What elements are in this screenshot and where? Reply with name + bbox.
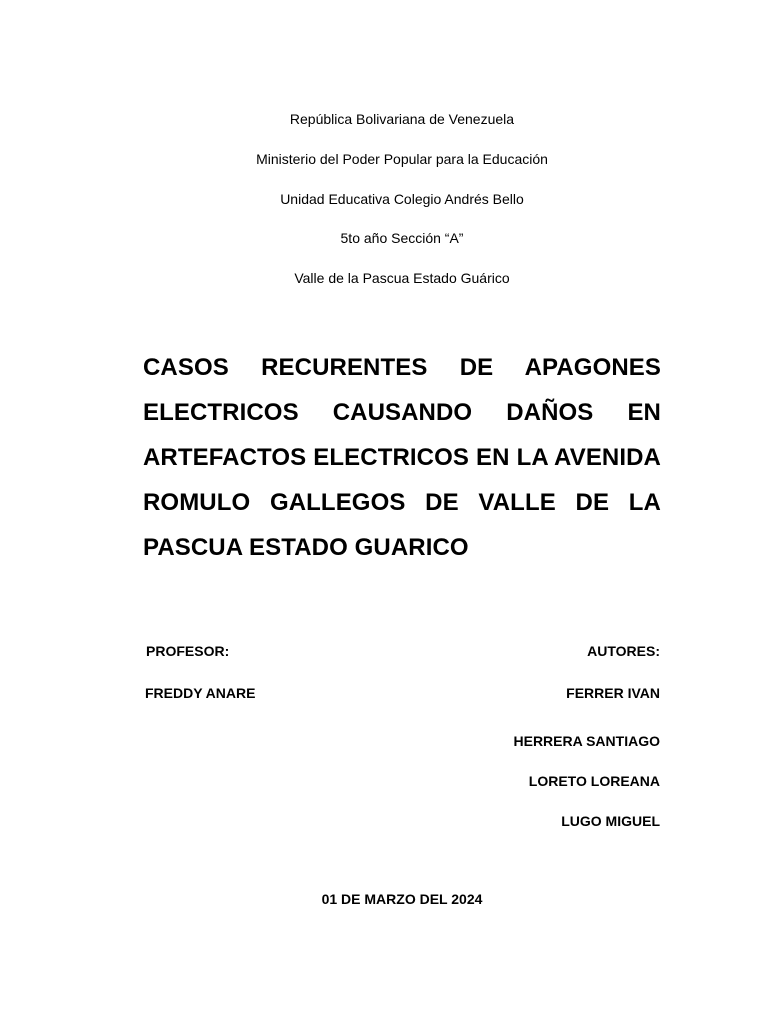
- document-title: CASOS RECURENTES DE APAGONES ELECTRICOS CAUSANDO DAÑOS EN ARTEFACTOS ELECTRICOS EN LA AVENIDA ROMULO GALLEGOS DE VALLE DE LA PASCUA ESTADO GUARICO: [143, 354, 661, 561]
- header-location: Valle de la Pascua Estado Guárico: [294, 270, 510, 286]
- header-school: Unidad Educativa Colegio Andrés Bello: [280, 191, 524, 207]
- autores-label: AUTORES:: [587, 643, 660, 659]
- profesor-name: FREDDY ANARE: [145, 685, 256, 701]
- document-date: 01 DE MARZO DEL 2024: [321, 891, 483, 907]
- author-name: LUGO MIGUEL: [561, 813, 660, 829]
- header-republic: República Bolivariana de Venezuela: [289, 111, 515, 127]
- header-section: 5to año Sección “A”: [340, 230, 464, 246]
- header-ministry: Ministerio del Poder Popular para la Educación: [256, 151, 548, 167]
- author-name: HERRERA SANTIAGO: [513, 733, 660, 749]
- profesor-label: PROFESOR:: [146, 643, 230, 659]
- author-name: LORETO LOREANA: [528, 773, 660, 789]
- author-name: FERRER IVAN: [566, 685, 660, 701]
